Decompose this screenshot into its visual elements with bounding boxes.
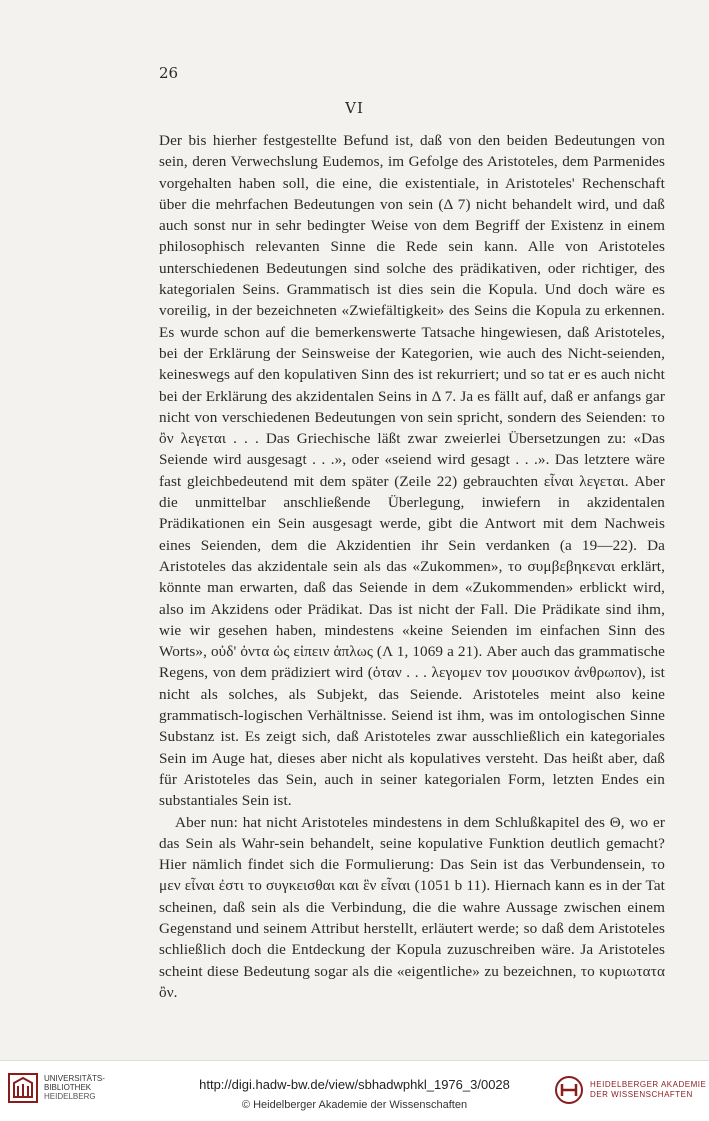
paragraph-1: Der bis hierher festgestellte Befund ist, daß von den beiden Bedeutungen von sein, deren Verwechslung Eudemos, im Gefolge des Aristoteles, dem Parmenides vorgehalten haben soll, die eine, die existentiale, in Aristoteles' Rechenschaft über die mehrfachen Bedeutungen von sein (Δ 7) nicht behandelt wird, und daß auch sonst nur in sehr bedingter Weise von dem Begriff der Existenz in einem philosophisch relevanten Sinne die Rede sein kann. Alle von Aristoteles unterschiedenen Bedeutungen sind solche des prädikativen, oder richtiger, des kategorialen Seins. Grammatisch ist dies sein die Kopula. Und doch wäre es voreilig, in der bezeichneten «Zwiefältigkeit» des Seins die Kopula zu erkennen. Es wurde schon auf die bemerkenswerte Tatsache hingewiesen, daß Aristoteles, bei der Erklärung der Seinsweise der Kategorien, wie auch des Nicht-seienden, keineswegs auf den kopulativen Sinn des ist rekurriert; und so tat er es auch nicht bei der Erklärung des akzidentalen Seins in Δ 7. Ja es fällt auf, daß er anfangs gar nicht von verschiedenen Bedeutungen von sein spricht, sondern des Seienden: το ὂν λεγεται . . . Das Griechische läßt zwar zweierlei Übersetzungen zu: «Das Seiende wird ausgesagt . . .», oder «seiend wird gesagt . . .». Das letztere wäre fast gleichbedeutend mit dem später (Zeile 22) gebrauchten εἶναι λεγεται. Aber die unmittelbar anschließende Überlegung, inwiefern in akzidentalen Prädikationen ein Sein ausgesagt werde, gibt die Antwort mit dem Nachweis eines Seienden, dem die Akzidentien ihr Sein verdanken (a 19—22). Da Aristoteles das akzidentale sein als das «Zukommen», το συμβεβηκεναι erklärt, könnte man erwarten, daß das Seiende in dem «Zukommenden» erblickt wird, also im Akzidens oder Prädikat. Das ist nicht der Fall. Die Prädikate sind ihm, wie wir gesehen haben, mindestens «keine Seienden im einfachen Sinn des Worts», οὐδ' ὀντα ὡς εἰπειν ἁπλως (Λ 1, 1069 a 21). Aber auch das grammatische Regens, von dem prädiziert wird (ὁταν . . . λεγομεν τον μουσικον ἀνθρωπον), ist nicht als solches, als Subjekt, das Seiende. Aristoteles meint also keine grammatisch-logischen Verhältnisse. Seiend ist ihm, was im ontologischen Sinne Substanz ist. Es zeigt sich, daß Aristoteles zwar ausschließlich ein kategoriales Sein im Auge hat, dieses aber nicht als kopulatives versteht. Das heißt aber, daß für Aristoteles das Sein, auch in seiner kategorialen Form, letzten Endes ein substantiales Sein ist. <box>159 132 665 810</box>
section-heading: VI <box>345 99 364 117</box>
paragraph-2: Aber nun: hat nicht Aristoteles mindestens in dem Schlußkapitel des Θ, wo er das Sein als Wahr-sein behandelt, seine kopulative Funktion deutlich gemacht? Hier nämlich findet sich die Formulierung: Das Sein ist das Verbundensein, το μεν εἶναι ἐστι το συγκεισθαι και ἓν εἶναι (1051 b 11). Hiernach kann es in der Tat scheinen, daß sein als die Verbindung, die die wahre Aussage zwischen einem Gegenstand und seinem Attribut herstellt, erläutert werde; so daß dem Aristoteles schließlich doch die Entdeckung der Kopula zuzuschreiben wäre. Ja Aristoteles scheint diese Bedeutung sogar als die «eigentliche» zu bezeichnen, το κυριωτατα ὂν. <box>159 813 665 1001</box>
copyright-notice: © Heidelberger Akademie der Wissenschaften <box>241 1099 468 1111</box>
body-text <box>159 130 665 1003</box>
university-library-name: UNIVERSITÄTS- BIBLIOTHEK HEIDELBERG <box>44 1074 105 1101</box>
page-number: 26 <box>159 64 179 82</box>
academy-name: HEIDELBERGER AKADEMIE DER WISSENSCHAFTEN <box>590 1080 707 1099</box>
document-url-link[interactable]: http://digi.hadw-bw.de/view/sbhadwphkl_1976_3/0028 <box>199 1077 510 1092</box>
viewer-footer <box>0 1060 709 1121</box>
academy-logo-icon <box>554 1075 584 1105</box>
